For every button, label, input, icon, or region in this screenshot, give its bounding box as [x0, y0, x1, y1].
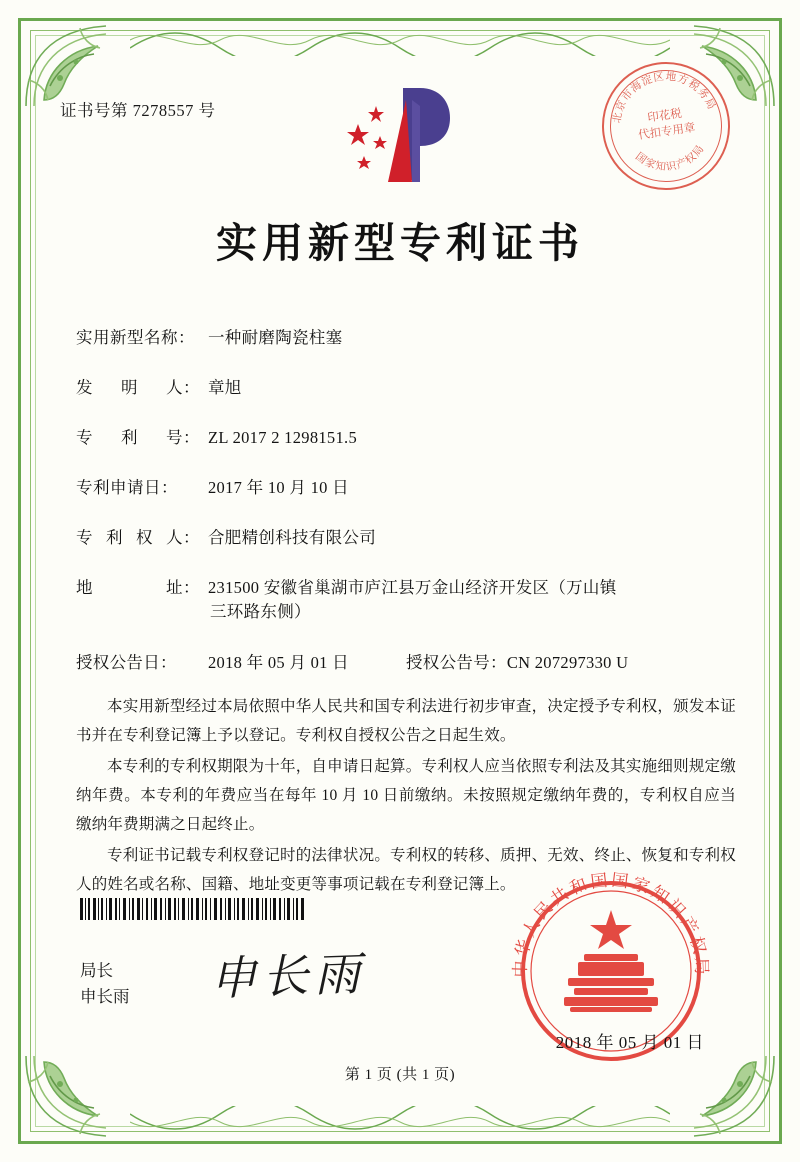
field-utility-model-name [76, 326, 740, 350]
field-value-line2: 三环路东侧） [210, 601, 311, 621]
director-block [80, 958, 130, 1010]
field-label-part: 权 [136, 527, 153, 547]
field-patent-number [76, 426, 740, 450]
field-value: 合肥精创科技有限公司 [208, 527, 376, 547]
field-label: 实用新型名称： [76, 328, 195, 347]
field-label-part: 利 [106, 527, 123, 547]
publication-row [76, 649, 740, 673]
field-label-part: 号： [166, 427, 200, 447]
publication-number-label: 授权公告号： [406, 653, 507, 673]
field-value-line1: 231500 安徽省巢湖市庐江县万金山经济开发区（万山镇 [208, 577, 617, 597]
certificate-content [60, 60, 740, 1102]
field-value: 2017 年 10 月 10 日 [208, 477, 349, 497]
publication-number [406, 649, 628, 673]
svg-text:北京市海淀区地方税务局: 北京市海淀区地方税务局 [611, 71, 717, 125]
field-label-part: 专 [76, 527, 93, 547]
svg-text:国家知识产权局: 国家知识产权局 [633, 143, 707, 174]
border-ornament-bottom [130, 1106, 670, 1140]
field-label-part: 专 [76, 427, 93, 447]
field-label-part: 地 [76, 577, 93, 597]
field-label-part: 址： [166, 577, 200, 597]
page-footer: 第 1 页 (共 1 页) [344, 1067, 456, 1083]
field-label [76, 526, 208, 550]
field-label [76, 576, 208, 624]
field-label [76, 376, 208, 400]
handwritten-signature: 申长雨 [209, 946, 367, 1006]
paragraph: 本实用新型经过本局依照中华人民共和国专利法进行初步审查，决定授予专利权，颁发本证书并在专利登记簿上予以登记。专利权自授权公告之日起生效。 [76, 698, 736, 744]
page-title: 实用新型专利证书 [216, 219, 584, 267]
publication-number-value: CN 207297330 U [506, 653, 629, 673]
field-patentee [76, 526, 740, 550]
certificate-number: 证书号第 7278557 号 [60, 101, 216, 120]
field-inventor [76, 376, 740, 400]
field-label-part: 人： [166, 377, 200, 397]
publication-date-value: 2018 年 05 月 01 日 [208, 653, 349, 673]
field-label-part: 利 [121, 427, 138, 447]
publication-date-label: 授权公告日： [76, 653, 177, 673]
field-value: 章旭 [208, 377, 242, 397]
tax-stamp [594, 54, 739, 199]
certificate-fields [76, 326, 740, 677]
field-label [76, 426, 208, 450]
director-name: 申长雨 [80, 987, 130, 1006]
field-address [76, 576, 740, 624]
field-application-date [76, 476, 740, 500]
publication-date [76, 649, 406, 673]
paragraph: 专利证书记载专利权登记时的法律状况。专利权的转移、质押、无效、终止、恢复和专利权人的姓名或名称、国籍、地址变更等事项记载在专利登记簿上。 [76, 847, 736, 893]
cnipa-logo-icon [328, 80, 478, 190]
tax-stamp-line2: 代扣专用章 [637, 121, 697, 142]
border-ornament-top [130, 22, 670, 56]
barcode [80, 898, 308, 920]
field-value: ZL 2017 2 1298151.5 [208, 427, 357, 447]
svg-text:中华人民共和国国家知识产权局: 中华人民共和国国家知识产权局 [510, 870, 712, 978]
director-label: 局长 [80, 961, 113, 980]
field-label: 专利申请日： [76, 477, 178, 497]
field-label-part: 明 [121, 377, 138, 397]
field-label-part: 人： [166, 527, 200, 547]
field-label-part: 发 [76, 377, 93, 397]
field-value: 一种耐磨陶瓷柱塞 [208, 328, 343, 347]
field-value [208, 576, 740, 624]
tax-stamp-line1: 印花税 [646, 107, 683, 125]
paragraph: 本专利的专利权期限为十年，自申请日起算。专利权人应当依照专利法及其实施细则规定缴纳年费。本专利的年费应当在每年 10 月 10 日前缴纳。未按照规定缴纳年费的，专利权自应当缴纳年费期满之日起终止。 [76, 758, 736, 833]
seal-date: 2018 年 05 月 01 日 [555, 1033, 704, 1052]
